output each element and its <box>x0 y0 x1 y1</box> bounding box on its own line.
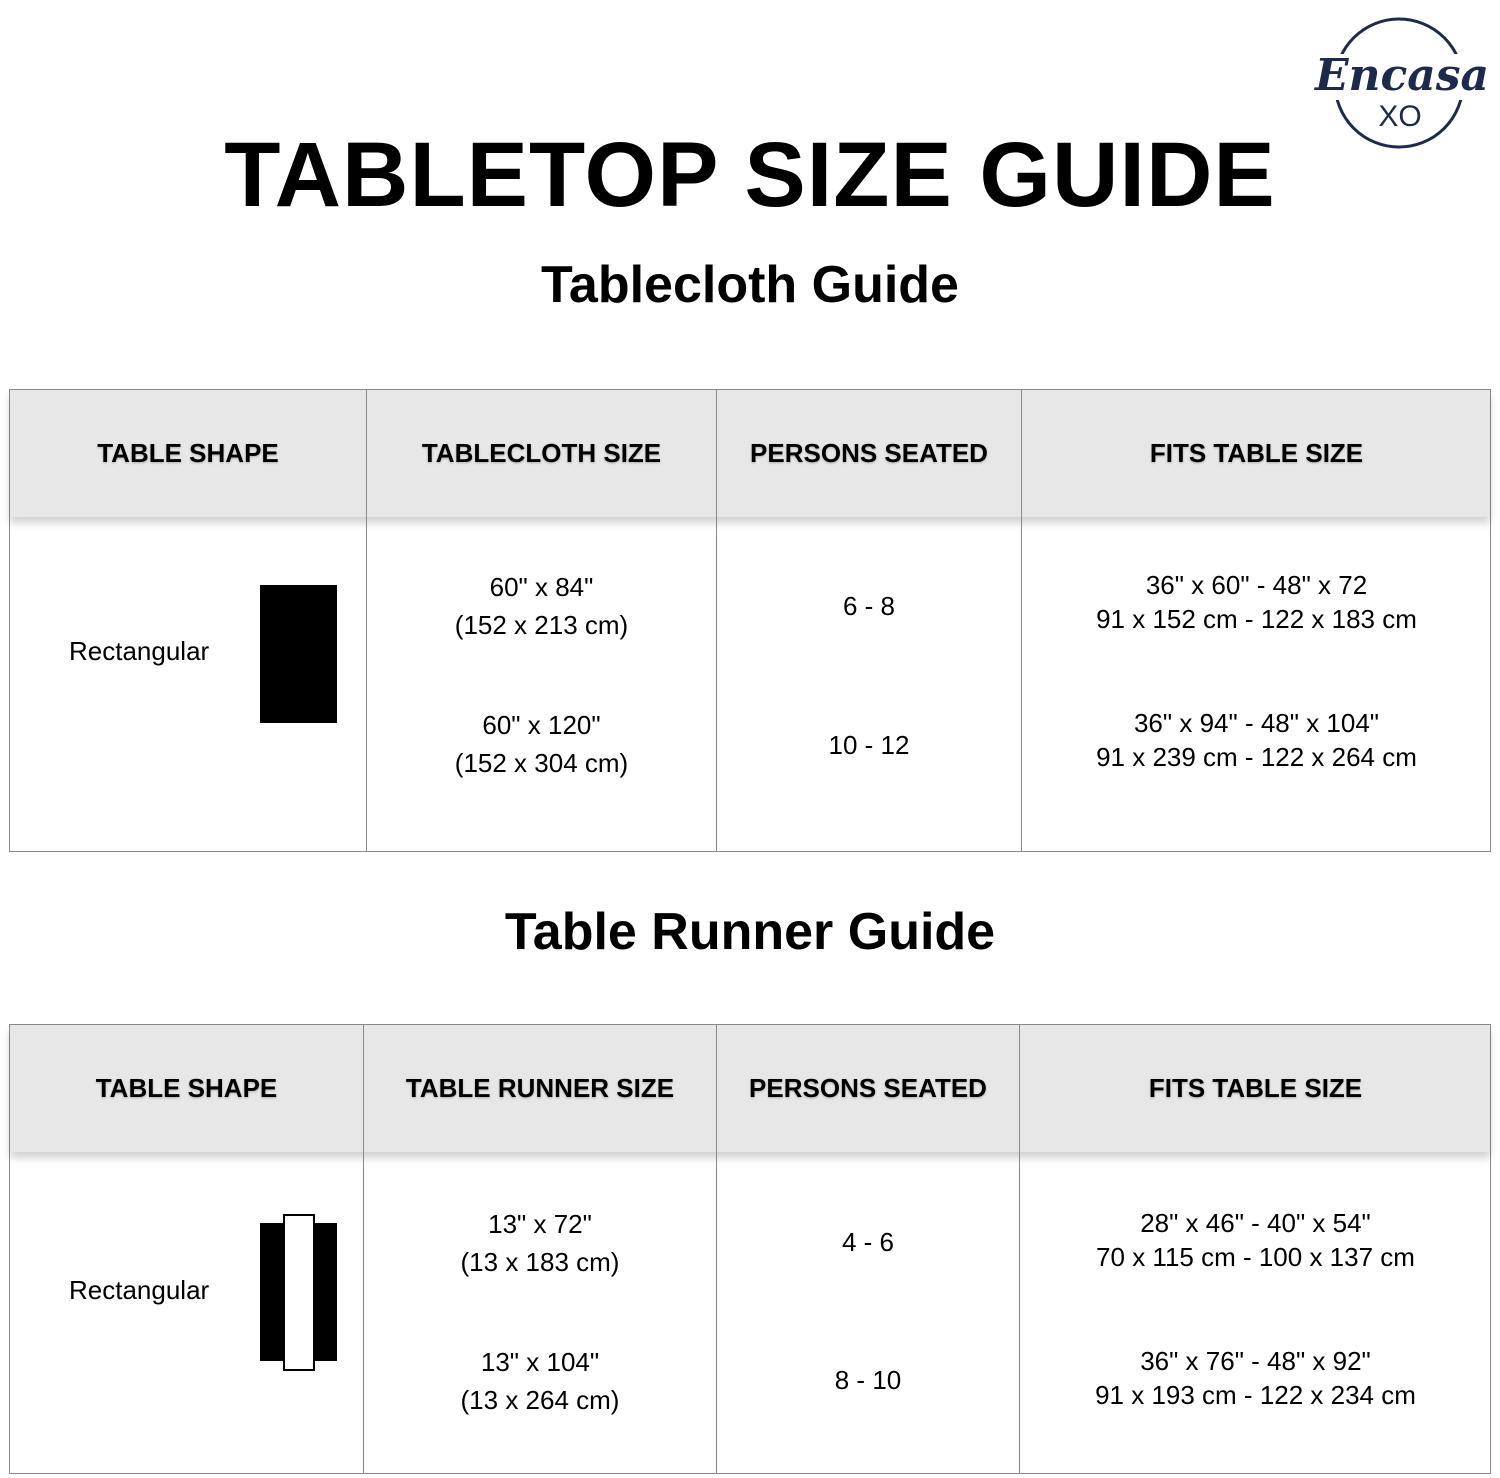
fits-table-size-2: 36" x 94" - 48" x 104" 91 x 239 cm - 122 x 264 cm <box>1096 708 1417 772</box>
logo-subtext: XO <box>1378 100 1422 133</box>
logo-wordmark: Encasa <box>1314 50 1490 101</box>
fits-table-size-1: 28" x 46" - 40" x 54" 70 x 115 cm - 100 x 137 cm <box>1096 1208 1415 1272</box>
tablecloth-guide-heading: Tablecloth Guide <box>541 256 959 314</box>
header-tablecloth-size: TABLECLOTH SIZE <box>421 438 662 468</box>
persons-seated-2: 8 - 10 <box>834 1365 902 1395</box>
header-fits-table-size: FITS TABLE SIZE <box>1149 438 1364 468</box>
runner-table <box>9 1024 1491 1474</box>
shape-label: Rectangular <box>69 636 210 666</box>
tablecloth-size-1: 60" x 84" (152 x 213 cm) <box>454 572 629 640</box>
header-fits-table-size: FITS TABLE SIZE <box>1148 1073 1363 1103</box>
rectangle-table-icon <box>260 585 337 723</box>
fits-table-size-1: 36" x 60" - 48" x 72 91 x 152 cm - 122 x 183 cm <box>1096 570 1417 634</box>
runner-strip <box>283 1214 315 1371</box>
runner-size-2: 13" x 104" (13 x 264 cm) <box>460 1347 620 1415</box>
tablecloth-table <box>9 389 1491 852</box>
header-persons-seated: PERSONS SEATED <box>749 1073 987 1103</box>
shape-label: Rectangular <box>69 1275 210 1305</box>
header-table-shape: TABLE SHAPE <box>95 1073 278 1103</box>
tablecloth-size-2: 60" x 120" (152 x 304 cm) <box>454 710 629 778</box>
page-title: TABLETOP SIZE GUIDE <box>224 124 1276 226</box>
runner-size-1: 13" x 72" (13 x 183 cm) <box>460 1209 620 1277</box>
persons-seated-2: 10 - 12 <box>828 730 910 760</box>
fits-table-size-2: 36" x 76" - 48" x 92" 91 x 193 cm - 122 x 234 cm <box>1095 1346 1416 1410</box>
header-table-runner-size: TABLE RUNNER SIZE <box>405 1073 675 1103</box>
persons-seated-1: 6 - 8 <box>842 591 896 621</box>
header-persons-seated: PERSONS SEATED <box>750 438 988 468</box>
header-table-shape: TABLE SHAPE <box>97 438 279 468</box>
table-runner-guide-heading: Table Runner Guide <box>504 903 996 961</box>
persons-seated-1: 4 - 6 <box>841 1227 895 1257</box>
